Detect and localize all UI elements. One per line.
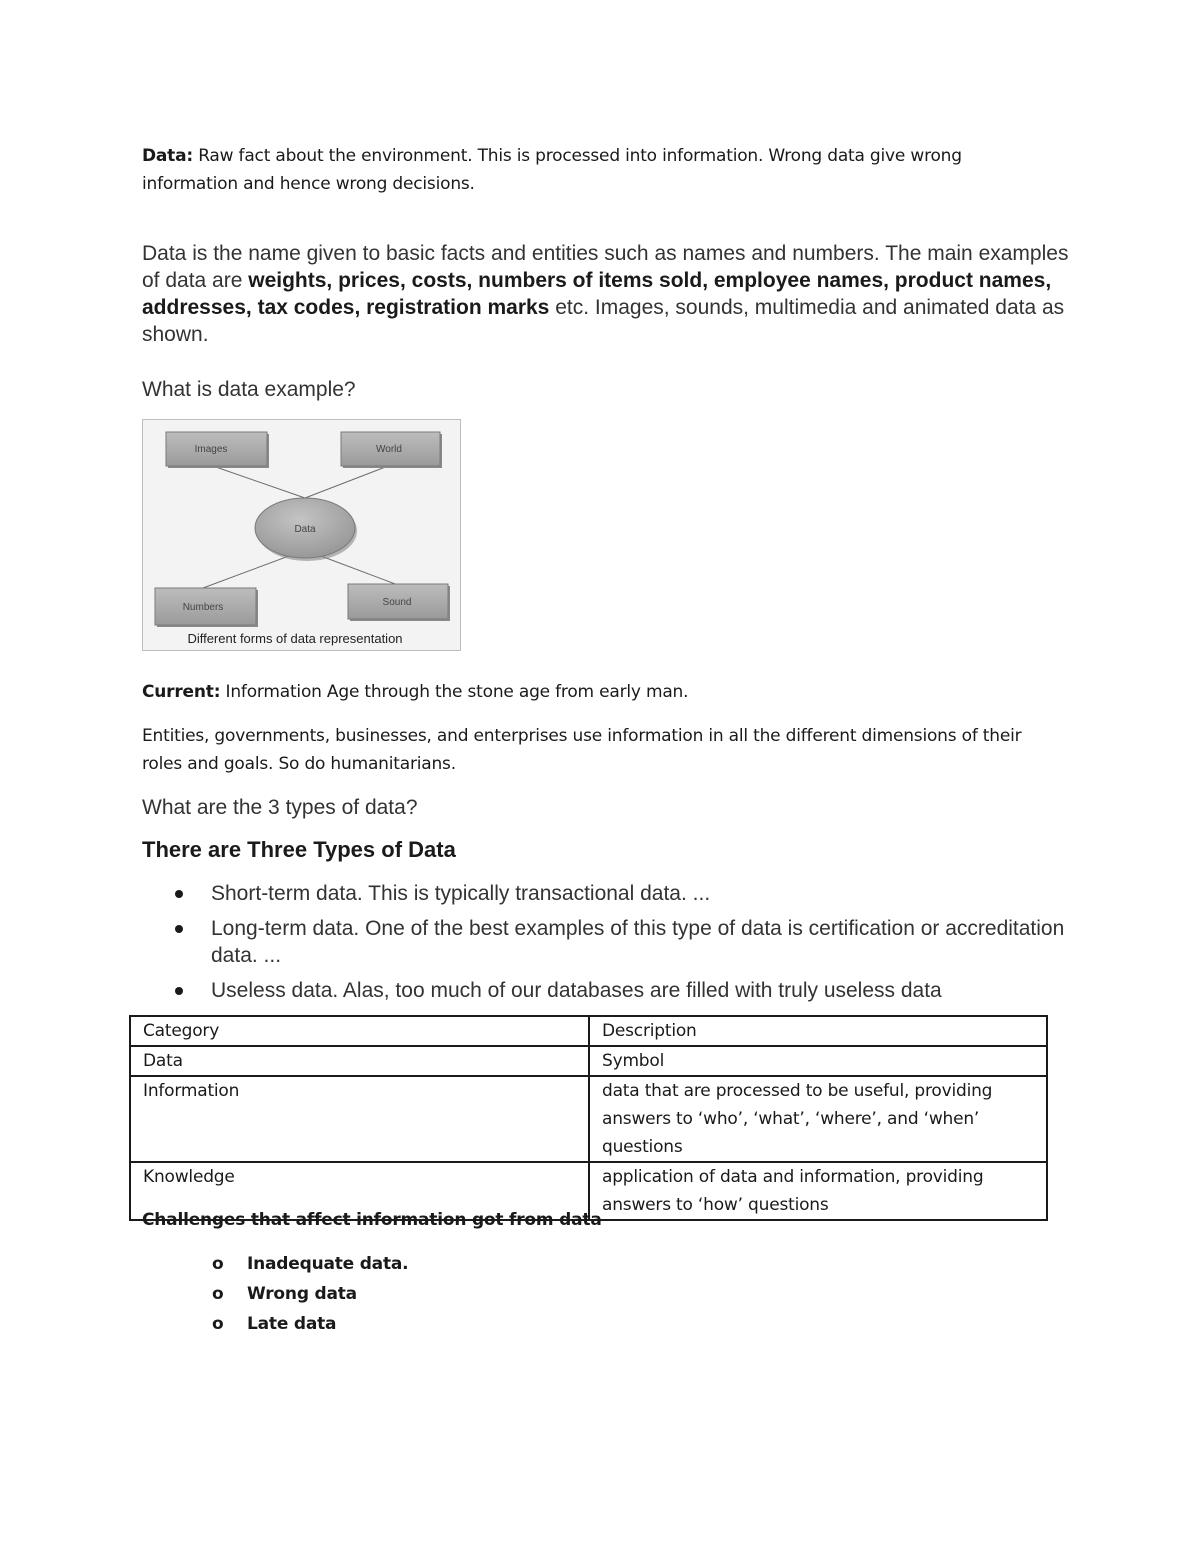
types-list bbox=[142, 880, 1072, 1012]
list-item: o Inadequate data. bbox=[142, 1250, 408, 1280]
description-tail: etc. Images, sounds, multimedia and animated data as shown. bbox=[142, 296, 1065, 346]
data-description-paragraph bbox=[142, 240, 1072, 348]
bullet-icon bbox=[175, 890, 183, 898]
connector-images bbox=[213, 466, 305, 498]
box-sound bbox=[348, 584, 450, 621]
box-numbers-label: Numbers bbox=[182, 602, 224, 613]
box-images bbox=[166, 432, 269, 468]
bullet-o-icon: o bbox=[212, 1284, 224, 1304]
challenges-title: Challenges that affect information got from data bbox=[142, 1210, 602, 1230]
box-world-label: World bbox=[376, 444, 402, 455]
box-sound-label: Sound bbox=[382, 597, 412, 608]
table-row bbox=[130, 1046, 1047, 1076]
question-data-example: What is data example? bbox=[142, 378, 356, 401]
data-definition-paragraph bbox=[142, 142, 1062, 198]
figure-diagram bbox=[143, 420, 460, 650]
table-row bbox=[130, 1076, 1047, 1162]
box-world bbox=[341, 432, 442, 468]
data-representation-figure bbox=[142, 419, 461, 651]
entities-paragraph: Entities, governments, businesses, and enterprises use information in all the different dimensions of their roles and goals. So do humanitarians. bbox=[142, 726, 1022, 774]
table-cell-category: Data bbox=[130, 1046, 589, 1076]
table-cell-description: Symbol bbox=[589, 1046, 1047, 1076]
description-lead: Data is the name given to basic facts and entities such as names and numbers. The main examples of data are bbox=[142, 242, 1069, 292]
box-images-label: Images bbox=[194, 444, 228, 455]
current-paragraph bbox=[142, 678, 1062, 706]
current-text: Information Age through the stone age from early man. bbox=[220, 682, 689, 702]
bullet-icon bbox=[175, 925, 183, 933]
bullet-icon bbox=[175, 987, 183, 995]
category-table bbox=[129, 1015, 1048, 1221]
current-term: Current: bbox=[142, 682, 221, 702]
data-term: Data: bbox=[142, 146, 193, 166]
data-definition-text: Raw fact about the environment. This is processed into information. Wrong data give wrong information and hence wrong decisions. bbox=[142, 146, 962, 194]
box-numbers bbox=[155, 588, 258, 627]
header-category: Category bbox=[130, 1016, 589, 1046]
bullet-o-icon: o bbox=[212, 1314, 224, 1334]
table-cell-description: application of data and information, providing answers to ‘how’ questions bbox=[589, 1162, 1047, 1220]
list-item: o Late data bbox=[142, 1310, 408, 1340]
question-types-of-data: What are the 3 types of data? bbox=[142, 796, 418, 819]
types-heading: There are Three Types of Data bbox=[142, 837, 456, 862]
table-cell-description: data that are processed to be useful, providing answers to ‘who’, ‘what’, ‘where’, and ‘when’ questions bbox=[589, 1076, 1047, 1162]
challenges-list bbox=[142, 1250, 408, 1340]
description-examples: weights, prices, costs, numbers of items sold, employee names, product names, addresses, tax codes, registration marks bbox=[142, 269, 1052, 319]
table-cell-category: Information bbox=[130, 1076, 589, 1162]
bullet-o-icon: o bbox=[212, 1254, 224, 1274]
figure-caption: Different forms of data representation bbox=[187, 631, 403, 646]
list-item: o Wrong data bbox=[142, 1280, 408, 1310]
table-header-row bbox=[130, 1016, 1047, 1046]
table-cell-category: Knowledge bbox=[130, 1162, 589, 1220]
list-item: Long-term data. One of the best examples of this type of data is certification or accreditation data. ... bbox=[142, 915, 1072, 969]
header-description: Description bbox=[589, 1016, 1047, 1046]
list-item: Useless data. Alas, too much of our databases are filled with truly useless data bbox=[142, 977, 1072, 1004]
ellipse-data-label: Data bbox=[294, 524, 316, 535]
list-item: Short-term data. This is typically transactional data. ... bbox=[142, 880, 1072, 907]
ellipse-data bbox=[255, 498, 357, 561]
connector-world bbox=[305, 466, 388, 498]
